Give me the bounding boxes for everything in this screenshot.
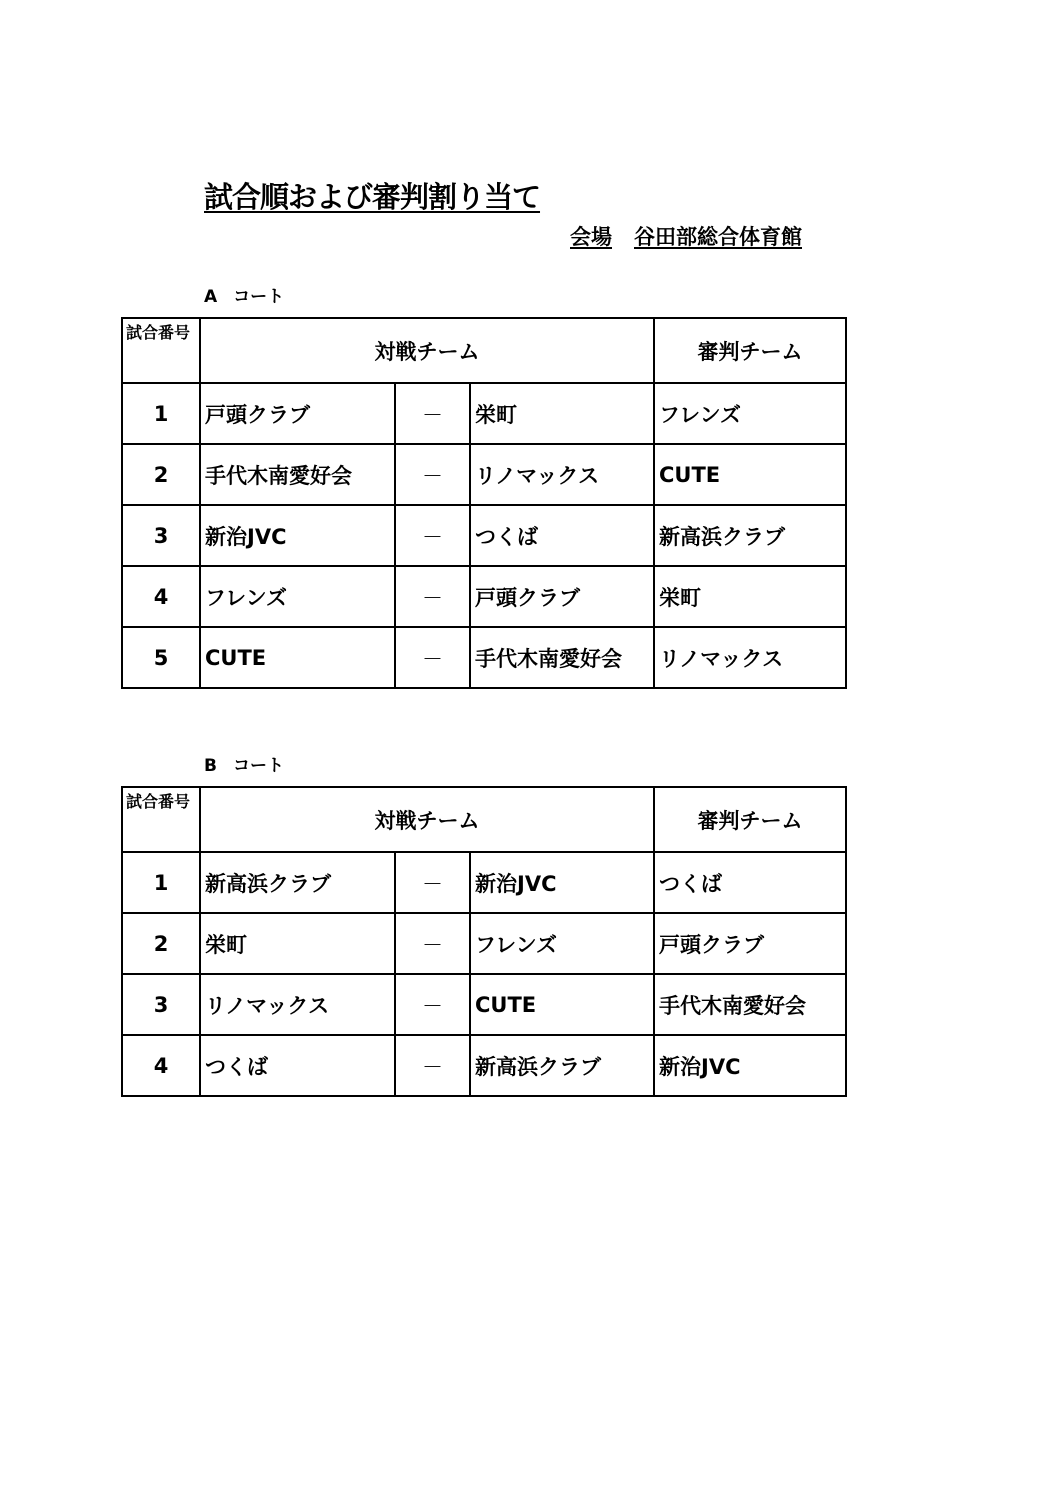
referee-team: つくば [654,852,846,913]
table-header-row [122,787,846,852]
match-number-header: 試合番号 [122,318,200,383]
versus-dash: － [395,444,470,505]
referee-header: 審判チーム [654,318,846,383]
referee-team: 栄町 [654,566,846,627]
team-2: CUTE [470,974,654,1035]
table-row [122,913,846,974]
team-2: 栄町 [470,383,654,444]
referee-team: フレンズ [654,383,846,444]
versus-dash: － [395,566,470,627]
court-b-schedule-table [121,786,847,1097]
team-1: 新治JVC [200,505,395,566]
teams-header: 対戦チーム [200,318,654,383]
referee-team: CUTE [654,444,846,505]
table-header-row [122,318,846,383]
team-2: 手代木南愛好会 [470,627,654,688]
venue-name: 谷田部総合体育館 [634,225,802,249]
team-1: 手代木南愛好会 [200,444,395,505]
versus-dash: － [395,852,470,913]
versus-dash: － [395,505,470,566]
referee-team: リノマックス [654,627,846,688]
team-1: つくば [200,1035,395,1096]
team-2: つくば [470,505,654,566]
court-b-label [204,751,284,776]
match-number: 3 [122,974,200,1035]
match-number: 1 [122,852,200,913]
referee-header: 審判チーム [654,787,846,852]
match-number: 2 [122,444,200,505]
team-1: フレンズ [200,566,395,627]
team-2: フレンズ [470,913,654,974]
court-a-schedule-table [121,317,847,689]
match-number: 5 [122,627,200,688]
venue-label: 会場 [570,225,612,249]
referee-team: 新高浜クラブ [654,505,846,566]
match-number: 3 [122,505,200,566]
team-1: 栄町 [200,913,395,974]
court-letter: B [204,756,217,776]
table-row [122,505,846,566]
versus-dash: － [395,913,470,974]
table-row [122,444,846,505]
team-2: 戸頭クラブ [470,566,654,627]
venue-line [570,221,802,251]
table-row [122,627,846,688]
teams-header: 対戦チーム [200,787,654,852]
team-1: 戸頭クラブ [200,383,395,444]
match-number: 1 [122,383,200,444]
match-number: 4 [122,1035,200,1096]
table-row [122,383,846,444]
team-1: CUTE [200,627,395,688]
versus-dash: － [395,1035,470,1096]
match-number-header: 試合番号 [122,787,200,852]
table-row [122,1035,846,1096]
referee-team: 手代木南愛好会 [654,974,846,1035]
referee-team: 戸頭クラブ [654,913,846,974]
table-row [122,852,846,913]
match-number: 4 [122,566,200,627]
team-1: 新高浜クラブ [200,852,395,913]
court-a-label [204,282,284,307]
versus-dash: － [395,974,470,1035]
court-word: コート [232,756,284,776]
team-2: 新高浜クラブ [470,1035,654,1096]
table-row [122,566,846,627]
team-1: リノマックス [200,974,395,1035]
table-row [122,974,846,1035]
team-2: 新治JVC [470,852,654,913]
versus-dash: － [395,627,470,688]
court-letter: A [204,287,218,307]
match-number: 2 [122,913,200,974]
referee-team: 新治JVC [654,1035,846,1096]
team-2: リノマックス [470,444,654,505]
court-word: コート [233,287,285,307]
versus-dash: － [395,383,470,444]
page-title: 試合順および審判割り当て [204,180,541,214]
